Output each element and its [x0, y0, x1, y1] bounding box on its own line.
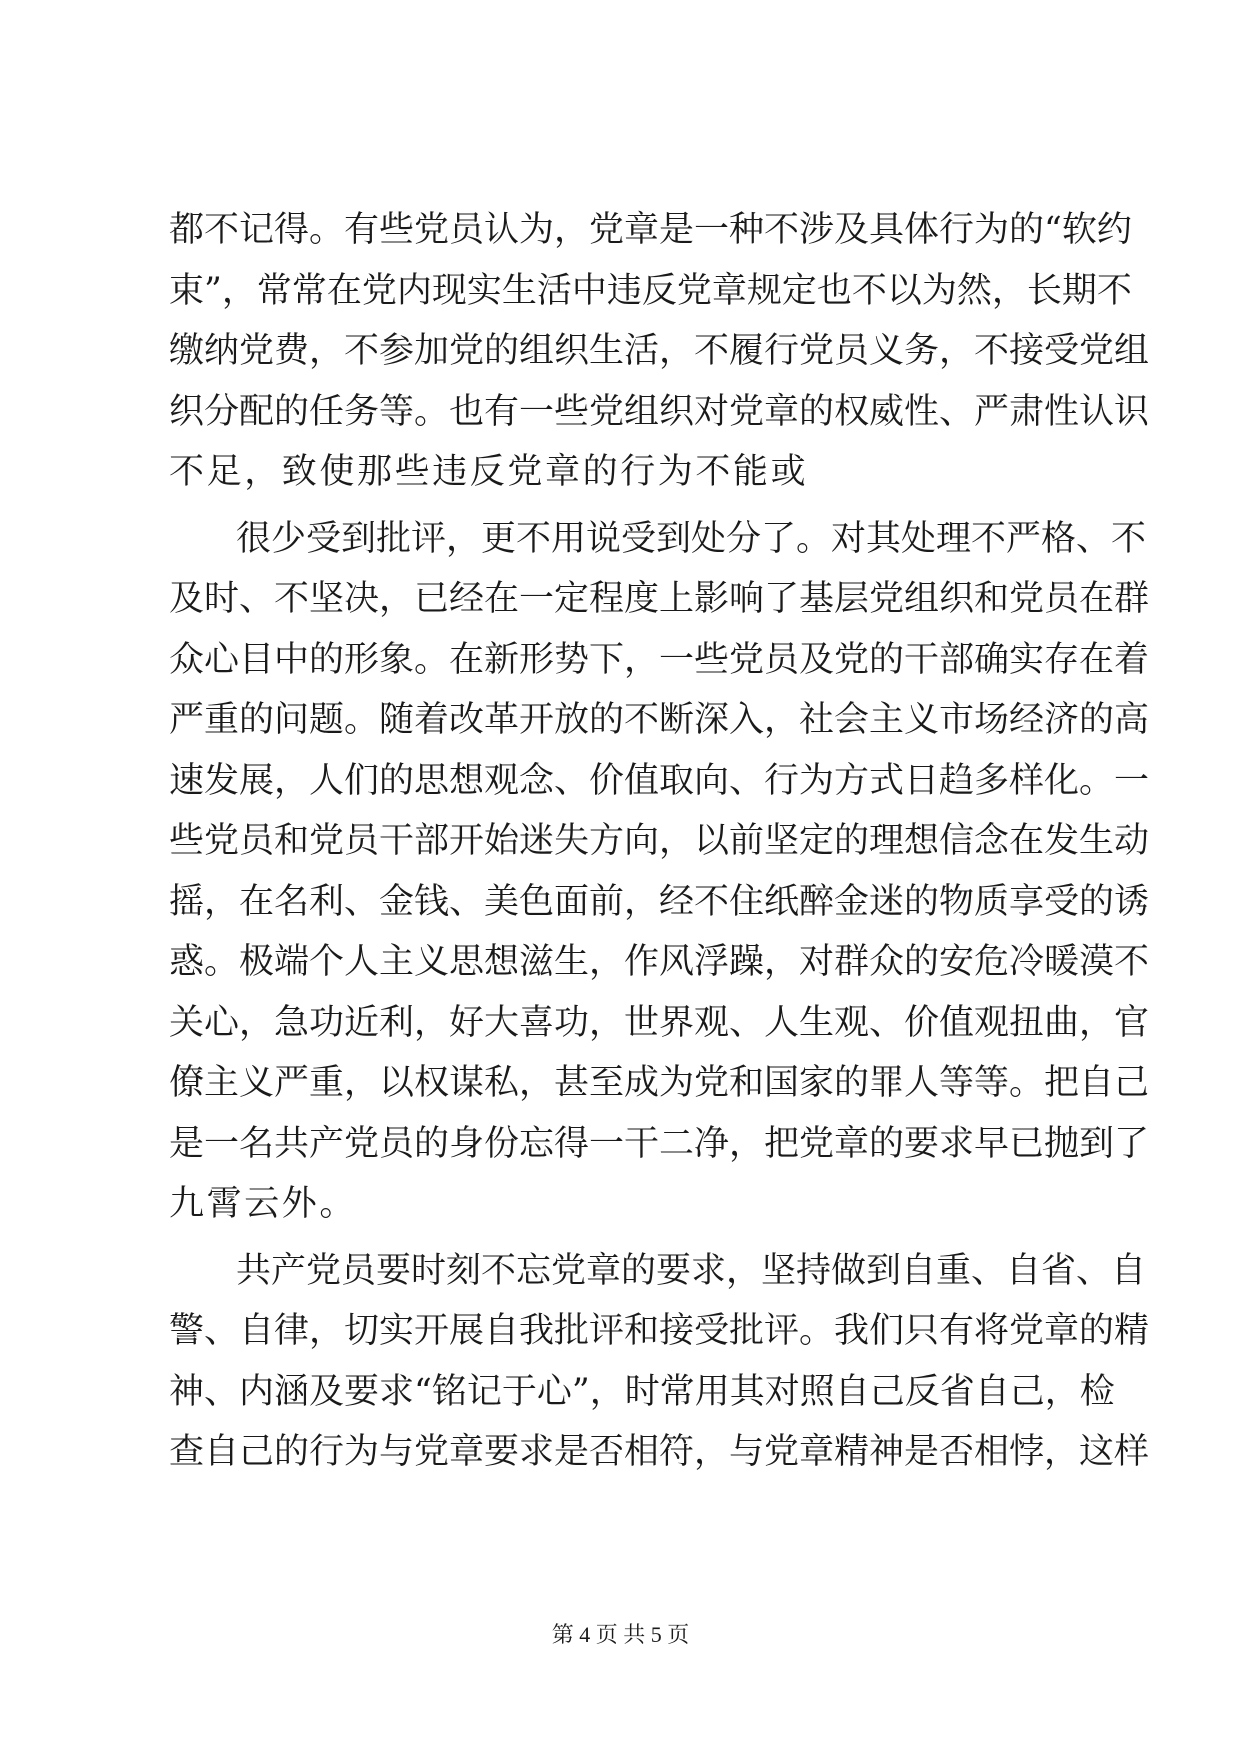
text-line: 缴纳党费，不参加党的组织生活，不履行党员义务，不接受党组	[169, 331, 1150, 371]
text-line: 摇，在名利、金钱、美色面前，经不住纸醉金迷的物质享受的诱	[169, 881, 1150, 922]
text-line: 严重的问题。随着改革开放的不断深入，社会主义市场经济的高	[169, 700, 1150, 740]
text-line: 很少受到批评，更不用说受到处分了。对其处理不严格、不	[236, 518, 1147, 559]
text-line: 些党员和党员干部开始迷失方向，以前坚定的理想信念在发生动	[169, 821, 1150, 861]
text-line: 都不记得。有些党员认为，党章是一种不涉及具体行为的“软约	[169, 210, 1132, 250]
text-line: 是一名共产党员的身份忘得一干二净，把党章的要求早已抛到了	[169, 1123, 1150, 1164]
text-line: 束”，常常在党内现实生活中违反党章规定也不以为然，长期不	[169, 270, 1132, 311]
text-line: 惑。极端个人主义思想滋生，作风浮躁，对群众的安危冷暖漠不	[169, 942, 1150, 982]
text-line: 查自己的行为与党章要求是否相符，与党章精神是否相悖，这样	[169, 1432, 1150, 1472]
text-line: 警、自律，切实开展自我批评和接受批评。我们只有将党章的精	[169, 1311, 1150, 1351]
text-line: 速发展，人们的思想观念、价值取向、行为方式日趋多样化。一	[169, 760, 1150, 801]
text-line: 不足，致使那些违反党章的行为不能或	[169, 452, 809, 492]
body-text	[169, 200, 1150, 1489]
text-line: 共产党员要时刻不忘党章的要求，坚持做到自重、自省、自	[236, 1250, 1147, 1291]
text-line: 众心目中的形象。在新形势下，一些党员及党的干部确实存在着	[169, 639, 1150, 680]
text-line: 僚主义严重，以权谋私，甚至成为党和国家的罪人等等。把自己	[169, 1063, 1150, 1103]
text-line: 九霄云外。	[169, 1184, 358, 1224]
text-line: 及时、不坚决，已经在一定程度上影响了基层党组织和党员在群	[169, 579, 1150, 619]
page-number: 第 4 页 共 5 页	[551, 1622, 690, 1647]
text-line: 关心，急功近利，好大喜功，世界观、人生观、价值观扭曲，官	[169, 1002, 1150, 1043]
text-line: 神、内涵及要求“铭记于心”，时常用其对照自己反省自己，检	[169, 1371, 1115, 1412]
paragraph	[169, 200, 1150, 503]
paragraph	[169, 1241, 1150, 1483]
text-line: 织分配的任务等。也有一些党组织对党章的权威性、严肃性认识	[169, 391, 1150, 432]
page-footer	[0, 1618, 1241, 1649]
paragraph	[169, 509, 1150, 1235]
